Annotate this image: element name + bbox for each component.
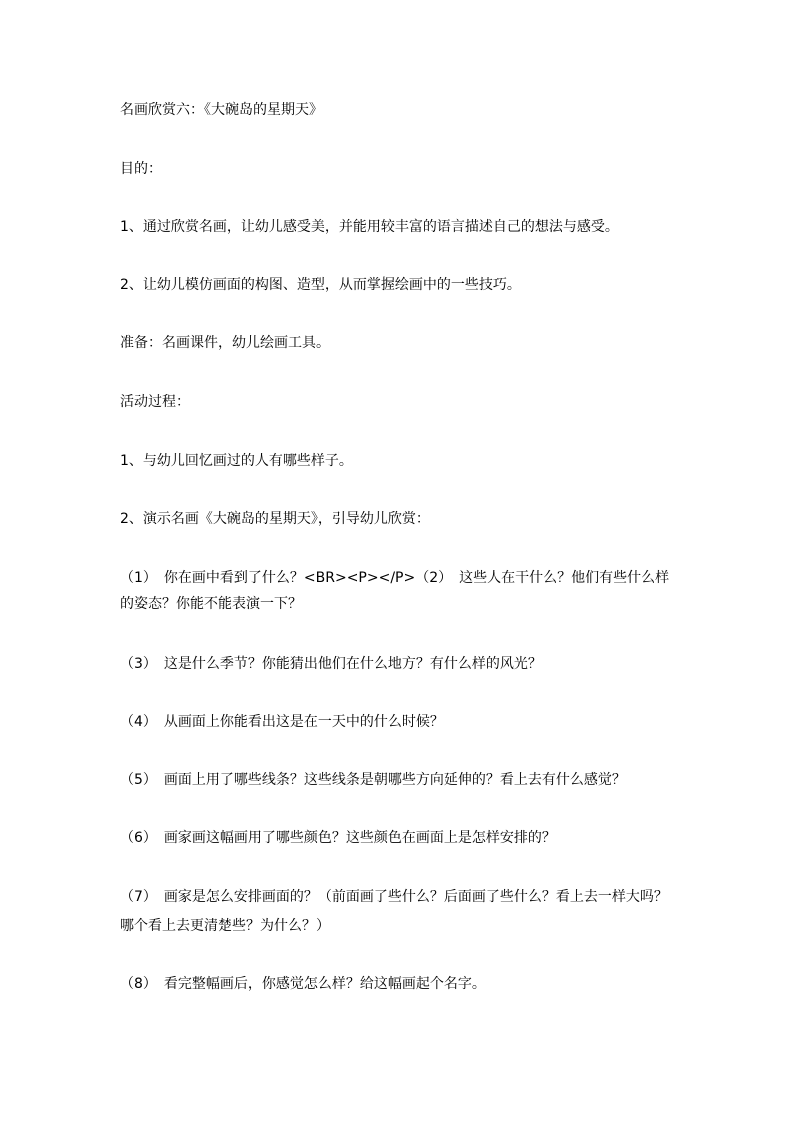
question-line: （4） 从画面上你能看出这是在一天中的什么时候？ (120, 714, 444, 730)
process-step: 2、演示名画《大碗岛的星期天》，引导幼儿欣赏： (120, 511, 430, 527)
question-line: 哪个看上去更清楚些？为什么？） (120, 918, 330, 934)
process-step: 1、与幼儿回忆画过的人有哪些样子。 (120, 453, 353, 469)
goal-heading: 目的： (120, 161, 162, 177)
document-title: 名画欣赏六：《大碗岛的星期天》 (120, 102, 323, 118)
question-line: （5） 画面上用了哪些线条？这些线条是朝哪些方向延伸的？看上去有什么感觉？ (120, 772, 626, 788)
question-line: （8） 看完整幅画后，你感觉怎么样？给这幅画起个名字。 (120, 976, 486, 992)
goal-item: 1、通过欣赏名画，让幼儿感受美，并能用较丰富的语言描述自己的想法与感受。 (120, 219, 619, 235)
question-line: （3） 这是什么季节？你能猜出他们在什么地方？有什么样的风光？ (120, 656, 542, 672)
question-line: （7） 画家是怎么安排画面的？（前面画了些什么？后面画了些什么？看上去一样大吗？ (120, 889, 668, 905)
preparation-text: 准备：名画课件，幼儿绘画工具。 (120, 335, 330, 351)
question-line: （1） 你在画中看到了什么？<BR><P></P>（2） 这些人在干什么？他们有些什么样 (120, 570, 670, 586)
process-heading: 活动过程： (120, 394, 190, 410)
question-line: （6） 画家画这幅画用了哪些颜色？这些颜色在画面上是怎样安排的？ (120, 830, 556, 846)
goal-item: 2、让幼儿模仿画面的构图、造型，从而掌握绘画中的一些技巧。 (120, 277, 521, 293)
question-line: 的姿态？你能不能表演一下？ (120, 596, 302, 612)
